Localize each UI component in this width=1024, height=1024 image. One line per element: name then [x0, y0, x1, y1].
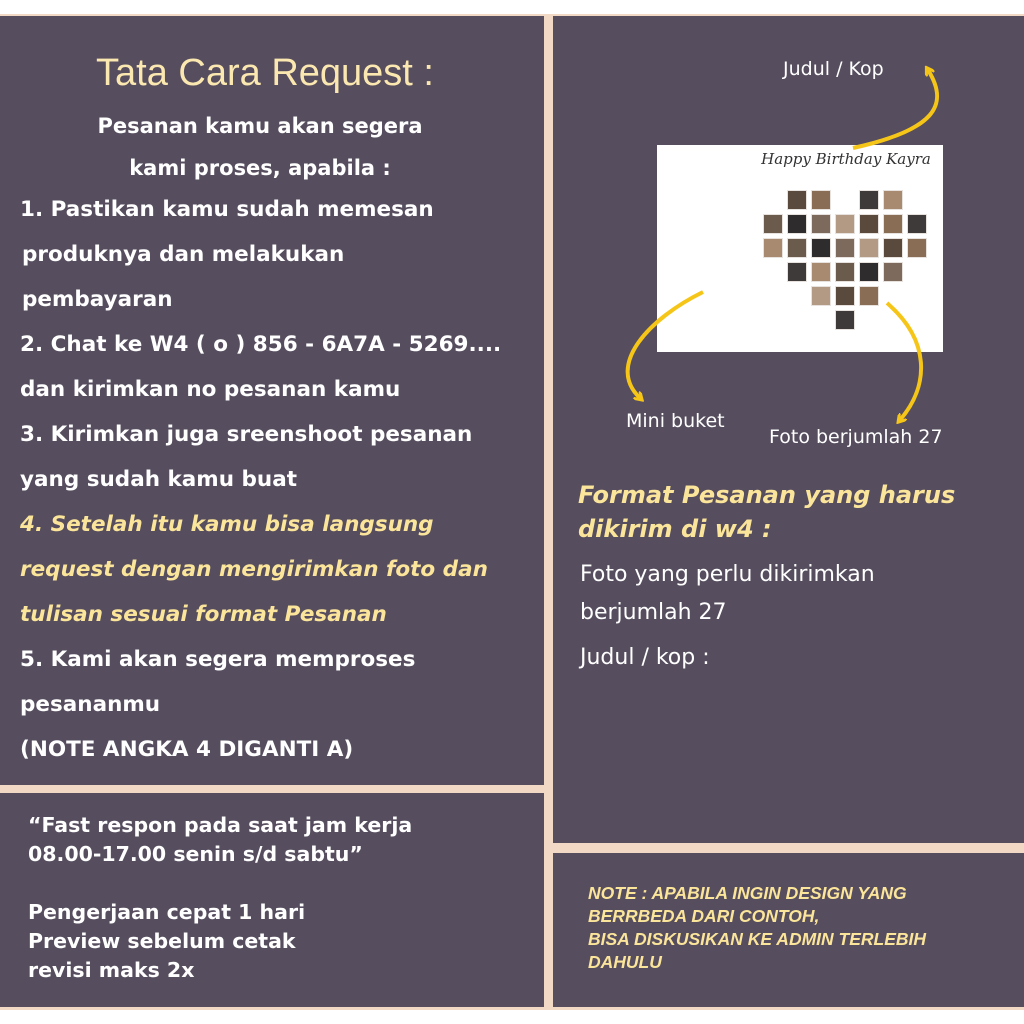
step-note: (NOTE ANGKA 4 DIGANTI A)	[20, 737, 354, 762]
intro-line: kami proses, apabila :	[129, 156, 391, 180]
format-title: dikirim di w4 :	[578, 515, 772, 543]
intro-line: Pesanan kamu akan segera	[97, 114, 423, 138]
format-line: Foto yang perlu dikirimkan	[580, 562, 875, 587]
format-line: Judul / kop :	[580, 645, 710, 670]
service-info-line: Pengerjaan cepat 1 hari	[28, 900, 306, 924]
step-line: pesananmu	[20, 692, 161, 717]
sample-title: Happy Birthday Kayra	[761, 150, 931, 168]
curved-arrow-icon	[628, 292, 703, 398]
step-line: dan kirimkan no pesanan kamu	[20, 377, 401, 402]
step-line: 5. Kami akan segera memproses	[20, 647, 416, 672]
step-line: 2. Chat ke W4 ( o ) 856 - 6A7A - 5269....	[20, 332, 502, 357]
step-line: yang sudah kamu buat	[20, 467, 297, 492]
curved-arrow-icon	[887, 303, 921, 420]
step-line: 1. Pastikan kamu sudah memesan	[20, 197, 434, 222]
label-title: Judul / Kop	[783, 58, 884, 80]
step-line-highlight: request dengan mengirimkan foto dan	[20, 557, 488, 582]
step-line-highlight: tulisan sesuai format Pesanan	[20, 602, 387, 627]
format-title: Format Pesanan yang harus	[578, 481, 956, 509]
service-info-line: revisi maks 2x	[28, 958, 195, 982]
service-info-line: Preview sebelum cetak	[28, 929, 296, 953]
step-line: produknya dan melakukan	[22, 242, 345, 267]
curved-arrow-icon	[853, 70, 937, 148]
step-line-highlight: 4. Setelah itu kamu bisa langsung	[20, 512, 434, 537]
note-line: BISA DISKUSIKAN KE ADMIN TERLEBIH	[588, 929, 927, 949]
format-line: berjumlah 27	[580, 600, 727, 625]
step-line: 3. Kirimkan juga sreenshoot pesanan	[20, 422, 473, 447]
label-photo-count: Foto berjumlah 27	[769, 426, 943, 448]
fast-response-quote: 08.00-17.00 senin s/d sabtu”	[28, 842, 363, 866]
step-line: pembayaran	[22, 287, 173, 312]
label-mini-bouquet: Mini buket	[626, 410, 725, 432]
note-line: NOTE : APABILA INGIN DESIGN YANG	[588, 883, 907, 903]
fast-response-quote: “Fast respon pada saat jam kerja	[28, 813, 413, 837]
note-line: DAHULU	[588, 952, 662, 972]
note-line: BERRBEDA DARI CONTOH,	[588, 906, 820, 926]
page-title: Tata Cara Request :	[96, 52, 434, 94]
